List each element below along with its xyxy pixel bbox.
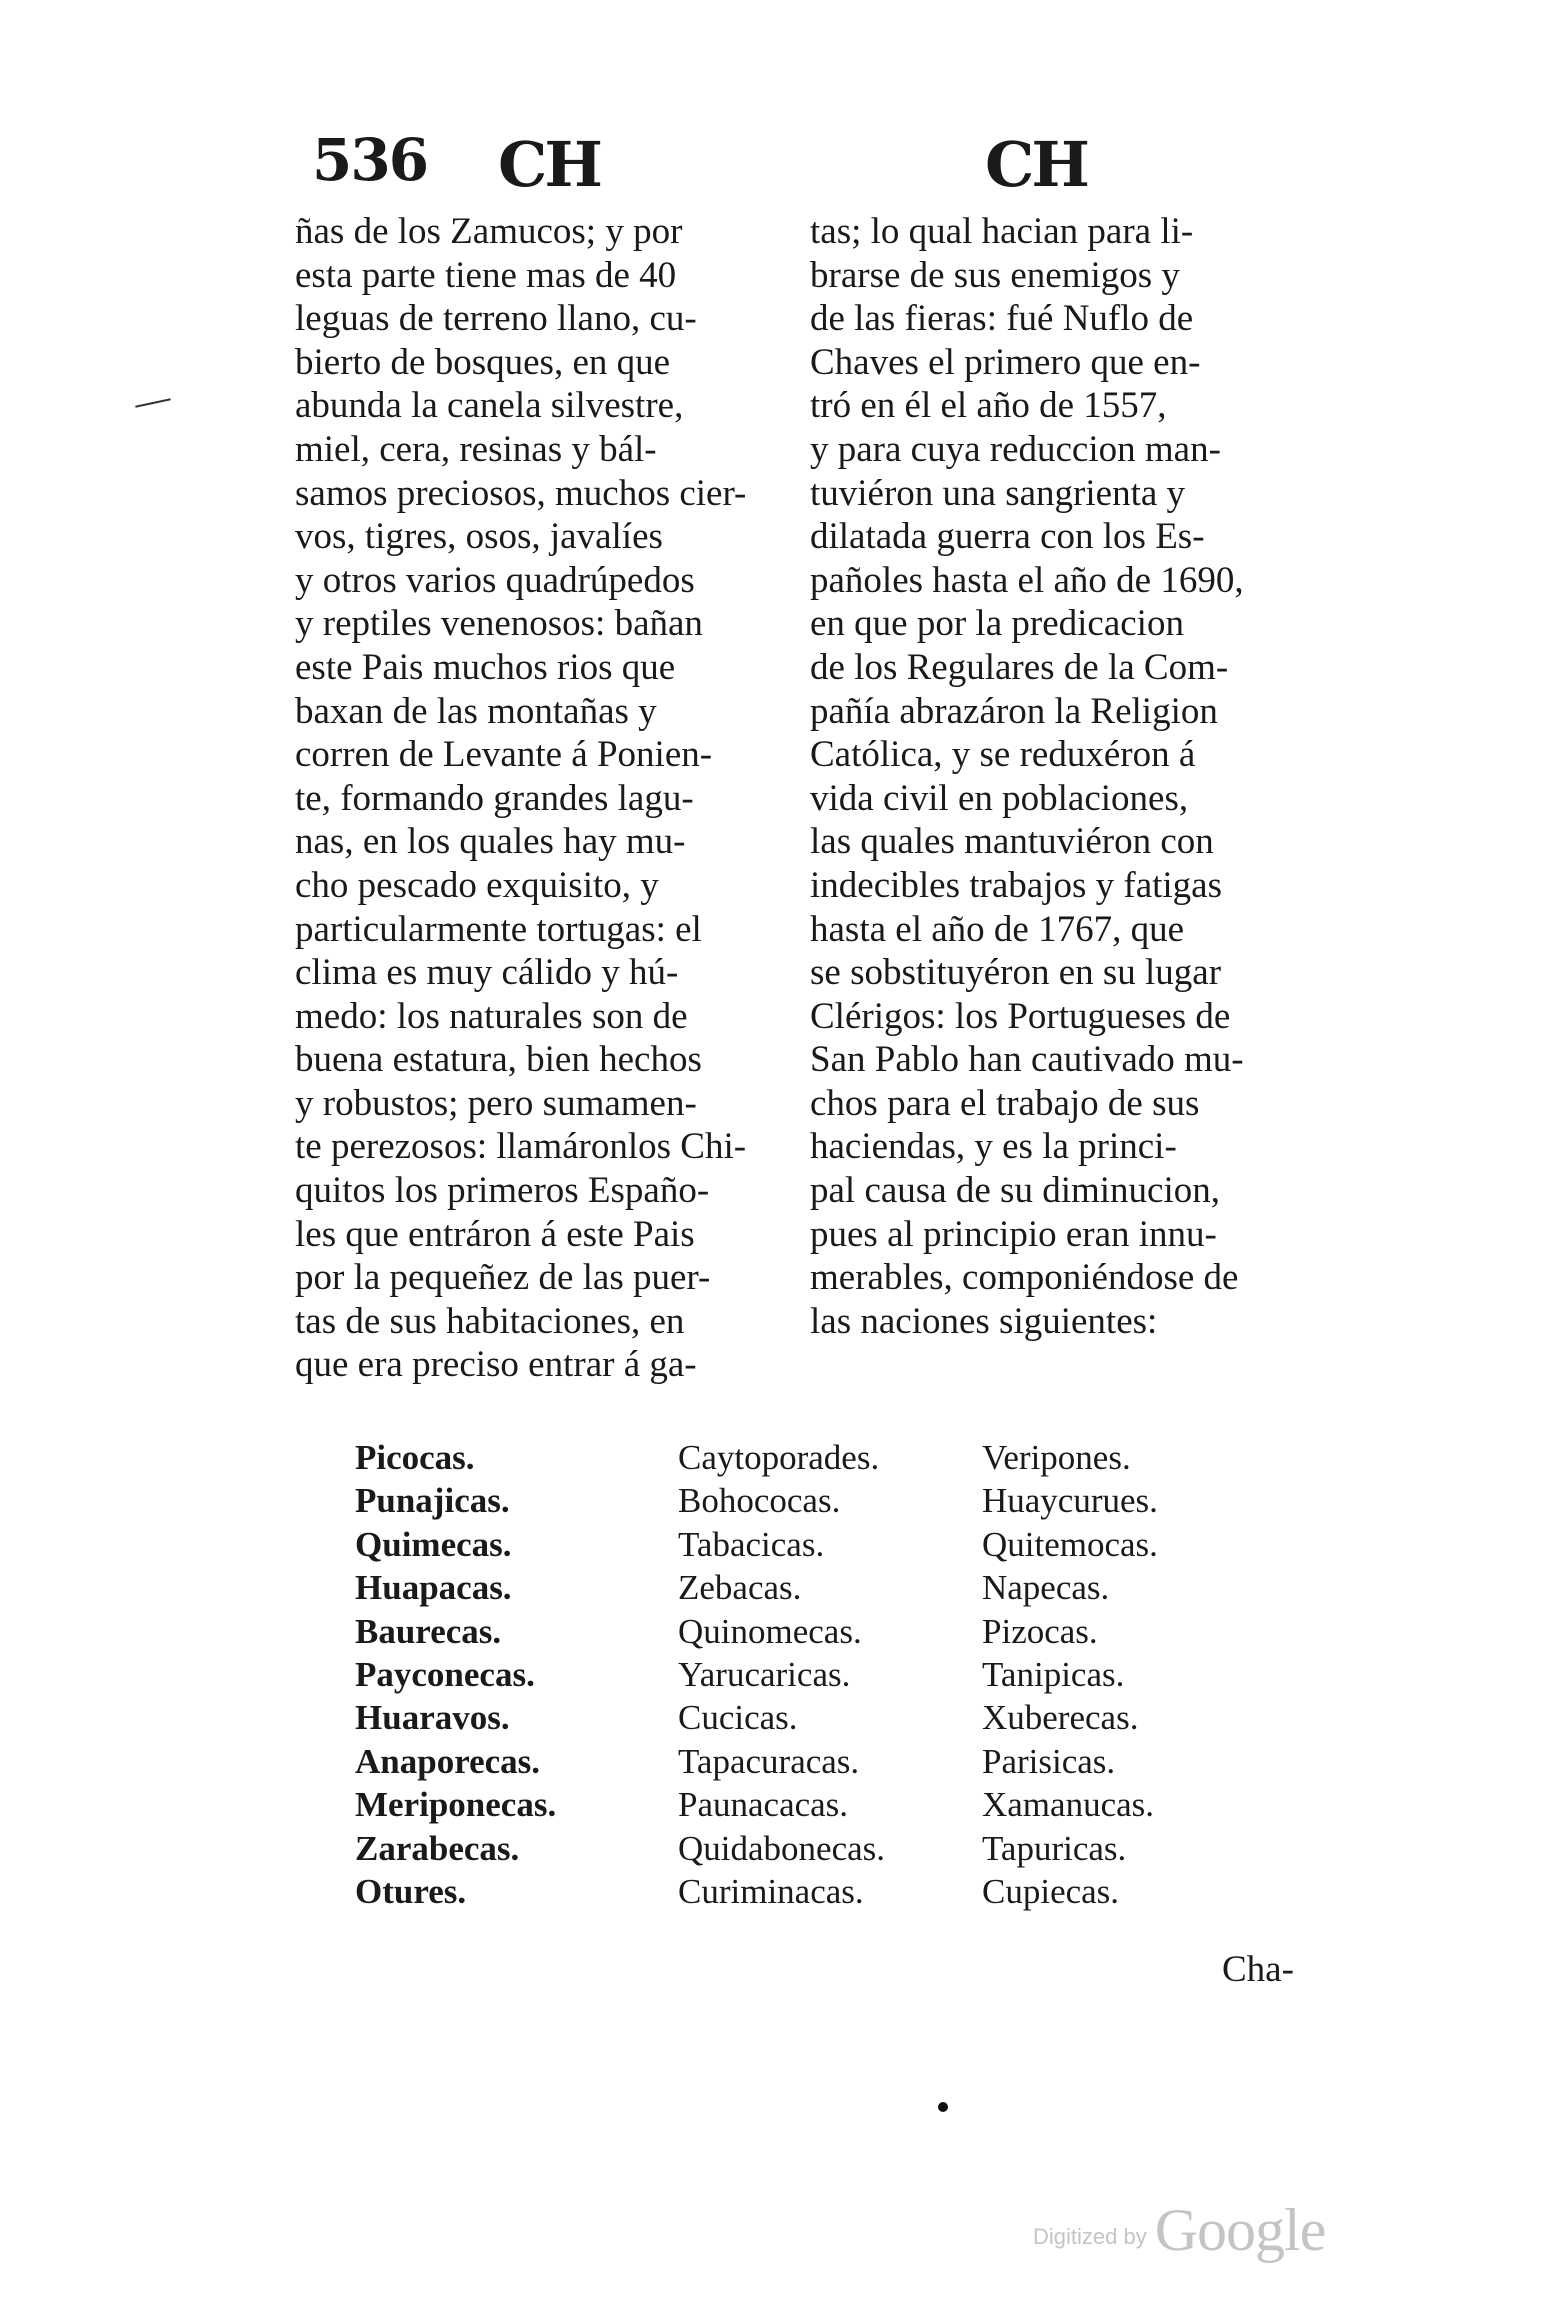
text-line: te perezosos: llamáronlos Chi- <box>295 1126 747 1168</box>
text-line: por la pequeñez de las puer- <box>295 1257 711 1299</box>
text-line: chos para el trabajo de sus <box>810 1082 1200 1124</box>
text-line: vida civil en poblaciones, <box>810 777 1189 819</box>
nation-name: Huapacas. <box>355 1568 512 1608</box>
text-line: de los Regulares de la Com- <box>810 646 1229 688</box>
nation-name: Tanipicas. <box>982 1655 1125 1695</box>
nation-name: Xamanucas. <box>982 1785 1155 1825</box>
text-line: particularmente tortugas: el <box>295 908 702 950</box>
text-line: en que por la predicacion <box>810 603 1184 645</box>
nations-column-1 <box>355 1436 556 1913</box>
text-line: y para cuya reduccion man- <box>810 428 1221 470</box>
nation-name: Quinomecas. <box>678 1611 862 1651</box>
nation-name: Quidabonecas. <box>678 1828 886 1868</box>
text-line: ñas de los Zamucos; y por <box>295 211 683 252</box>
nations-column-3 <box>982 1436 1158 1913</box>
nation-name: Zebacas. <box>678 1568 802 1608</box>
page-number: 536 <box>312 126 428 194</box>
text-line: indecibles trabajos y fatigas <box>810 864 1223 906</box>
nation-name: Curiminacas. <box>678 1872 864 1912</box>
watermark-prefix: Digitized by <box>1033 2224 1147 2249</box>
nation-name: Tapacuracas. <box>678 1741 860 1781</box>
text-line: tuviéron una sangrienta y <box>810 472 1186 514</box>
text-line: las quales mantuviéron con <box>810 821 1214 863</box>
text-line: baxan de las montañas y <box>295 690 657 732</box>
text-line: se sobstituyéron en su lugar <box>810 952 1222 994</box>
nation-name: Quimecas. <box>355 1524 512 1564</box>
text-line: San Pablo han cautivado mu- <box>810 1039 1244 1081</box>
text-line: te, formando grandes lagu- <box>295 777 694 819</box>
text-line: tas de sus habitaciones, en <box>295 1300 685 1342</box>
text-line: este Pais muchos rios que <box>295 646 676 688</box>
nation-name: Huaycurues. <box>982 1481 1158 1521</box>
text-line: tas; lo qual hacian para li- <box>810 211 1194 252</box>
nation-name: Veripones. <box>982 1438 1131 1477</box>
nation-name: Parisicas. <box>982 1741 1116 1781</box>
nation-name: Pizocas. <box>982 1611 1098 1651</box>
text-line: las naciones siguientes: <box>810 1300 1158 1342</box>
margin-mark <box>135 398 171 407</box>
text-line: pañía abrazáron la Religion <box>810 690 1218 732</box>
text-line: brarse de sus enemigos y <box>810 254 1180 296</box>
text-line: hasta el año de 1767, que <box>810 908 1184 950</box>
text-line: dilatada guerra con los Es- <box>810 516 1205 558</box>
nation-name: Yarucaricas. <box>678 1655 851 1695</box>
nation-name: Otures. <box>355 1872 467 1912</box>
nation-name: Payconecas. <box>355 1655 535 1695</box>
text-line: bierto de bosques, en que <box>295 341 671 383</box>
ink-dot <box>938 2102 948 2112</box>
text-line: abunda la canela silvestre, <box>295 385 684 427</box>
text-line: esta parte tiene mas de 40 <box>295 254 677 296</box>
text-line: cho pescado exquisito, y <box>295 864 659 906</box>
text-line: Clérigos: los Portugueses de <box>810 995 1231 1037</box>
nation-name: Paunacacas. <box>678 1785 849 1825</box>
text-line: miel, cera, resinas y bál- <box>295 428 657 470</box>
text-line: y robustos; pero sumamen- <box>295 1082 697 1124</box>
text-line: samos preciosos, muchos cier- <box>295 472 747 514</box>
right-text-column <box>810 210 1315 1343</box>
running-head-left: CH <box>498 128 600 201</box>
nations-column-2 <box>678 1436 885 1913</box>
text-line: Católica, y se reduxéron á <box>810 734 1196 776</box>
text-line: quitos los primeros Españo- <box>295 1170 710 1212</box>
nation-name: Cucicas. <box>678 1698 798 1738</box>
nation-name: Meriponecas. <box>355 1785 557 1825</box>
nation-name: Caytoporades. <box>678 1438 880 1477</box>
nation-name: Picocas. <box>355 1438 475 1477</box>
text-line: buena estatura, bien hechos <box>295 1039 702 1081</box>
nation-name: Quitemocas. <box>982 1524 1158 1564</box>
text-line: medo: los naturales son de <box>295 995 688 1037</box>
text-line: y otros varios quadrúpedos <box>295 559 695 601</box>
nation-name: Anaporecas. <box>355 1741 541 1781</box>
text-line: merables, componiéndose de <box>810 1257 1239 1299</box>
text-line: que era preciso entrar á ga- <box>295 1344 697 1386</box>
text-line: pal causa de su diminucion, <box>810 1170 1220 1212</box>
text-line: nas, en los quales hay mu- <box>295 821 686 863</box>
text-line: tró en él el año de 1557, <box>810 385 1167 427</box>
text-line: Chaves el primero que en- <box>810 341 1201 383</box>
nation-name: Huaravos. <box>355 1698 510 1738</box>
text-line: les que entráron á este Pais <box>295 1213 695 1255</box>
text-line: corren de Levante á Ponien- <box>295 734 713 776</box>
nation-name: Baurecas. <box>355 1611 502 1651</box>
nation-name: Bohococas. <box>678 1481 841 1521</box>
text-line: de las fieras: fué Nuflo de <box>810 298 1194 340</box>
text-line: pues al principio eran innu- <box>810 1213 1217 1255</box>
nation-name: Tabacicas. <box>678 1524 825 1564</box>
text-line: clima es muy cálido y hú- <box>295 952 679 994</box>
nation-name: Cupiecas. <box>982 1872 1120 1912</box>
text-line: haciendas, y es la princi- <box>810 1126 1177 1168</box>
text-line: vos, tigres, osos, javalíes <box>295 516 663 558</box>
nation-name: Napecas. <box>982 1568 1110 1608</box>
nation-name: Punajicas. <box>355 1481 510 1521</box>
text-line: leguas de terreno llano, cu- <box>295 298 697 340</box>
catchword: Cha- <box>1222 1949 1294 1990</box>
digitized-watermark <box>1033 2196 1325 2265</box>
text-line: pañoles hasta el año de 1690, <box>810 559 1244 601</box>
google-logo: Google <box>1154 2197 1326 2263</box>
nation-name: Zarabecas. <box>355 1828 520 1868</box>
running-head-right: CH <box>985 128 1087 201</box>
left-text-column <box>295 210 773 1387</box>
text-line: y reptiles venenosos: bañan <box>295 603 703 645</box>
nation-name: Xuberecas. <box>982 1698 1139 1738</box>
nation-name: Tapuricas. <box>982 1828 1127 1868</box>
